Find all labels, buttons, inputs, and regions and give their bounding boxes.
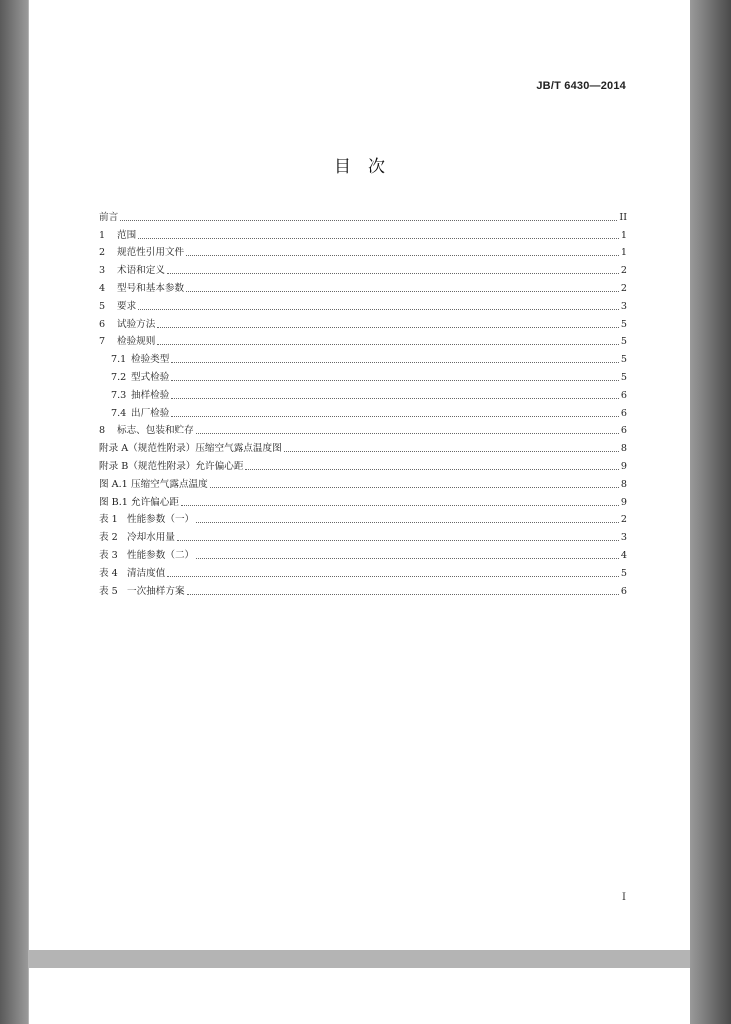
toc-page: 5: [620, 354, 627, 366]
toc-entry-4[interactable]: [99, 277, 627, 295]
toc-page: 3: [620, 300, 627, 312]
toc-label: 检验类型: [131, 354, 170, 366]
toc-number: 7.1: [111, 354, 127, 366]
toc-leader: [245, 468, 618, 470]
toc-number: 8: [99, 425, 106, 437]
toc-page: 5: [620, 336, 627, 348]
toc-page: 8: [620, 478, 627, 490]
toc-number: 4: [99, 282, 106, 294]
toc-entry-6[interactable]: [99, 313, 627, 331]
toc-leader: [186, 254, 619, 256]
toc-number: 3: [99, 265, 106, 277]
toc-label: 前言: [99, 211, 119, 223]
toc-label: 规范性引用文件: [117, 247, 185, 259]
toc-entry-7-2[interactable]: [99, 366, 627, 384]
toc-entry-figure-a1[interactable]: [99, 473, 627, 491]
toc-entry-7-1[interactable]: [99, 348, 627, 366]
toc-leader: [138, 308, 619, 310]
toc-page: 5: [620, 371, 627, 383]
toc-page: 1: [620, 247, 627, 259]
toc-number: 表 1: [99, 514, 118, 526]
toc-leader: [177, 539, 619, 541]
toc-label: 检验规则: [117, 336, 156, 348]
toc-page: 6: [620, 585, 627, 597]
toc-leader: [171, 361, 619, 363]
toc-entry-3[interactable]: [99, 259, 627, 277]
toc-leader: [167, 272, 619, 274]
next-page: [29, 968, 690, 1024]
toc-number: 5: [99, 300, 106, 312]
toc-page: 8: [620, 443, 627, 455]
toc-label: 术语和定义: [117, 265, 165, 277]
toc-page: 5: [620, 567, 627, 579]
toc-number: 6: [99, 318, 106, 330]
toc-label: 附录 B（规范性附录）允许偏心距: [99, 460, 244, 472]
toc-label: 附录 A（规范性附录）压缩空气露点温度图: [99, 443, 282, 455]
toc-number: 7.2: [111, 371, 127, 383]
toc-entry-2[interactable]: [99, 242, 627, 260]
toc-entry-7-3[interactable]: [99, 384, 627, 402]
toc-label: 型式检验: [131, 371, 170, 383]
toc-leader: [196, 432, 619, 434]
toc-label: 冷却水用量: [127, 532, 175, 544]
toc-label: 清洁度值: [127, 567, 166, 579]
toc-page: 5: [620, 318, 627, 330]
toc-entry-figure-b1[interactable]: [99, 491, 627, 509]
toc-label: 性能参数（一）: [127, 514, 195, 526]
toc-leader: [157, 326, 619, 328]
standard-number: JB/T 6430—2014: [536, 80, 626, 92]
toc-entry-table-4[interactable]: [99, 562, 627, 580]
toc-leader: [171, 397, 619, 399]
toc-page: 3: [620, 532, 627, 544]
toc-leader: [210, 486, 619, 488]
toc-entry-5[interactable]: [99, 295, 627, 313]
toc-number: 1: [99, 229, 106, 241]
toc-number: 7: [99, 336, 106, 348]
toc-entry-table-2[interactable]: [99, 526, 627, 544]
toc-number: 表 3: [99, 549, 118, 561]
toc-leader: [196, 521, 619, 523]
toc-number: 7.3: [111, 389, 127, 401]
toc-number: 2: [99, 247, 106, 259]
toc-leader: [157, 343, 619, 345]
toc-page: II: [619, 211, 627, 223]
toc-entry-8[interactable]: [99, 420, 627, 438]
page-number: I: [622, 892, 626, 903]
toc-number: 图 A.1: [99, 478, 128, 490]
toc-entry-table-3[interactable]: [99, 544, 627, 562]
page-title: 目 次: [334, 157, 385, 177]
toc-page: 4: [620, 549, 627, 561]
toc-label: 要求: [117, 300, 137, 312]
table-of-contents: [99, 206, 627, 598]
toc-label: 一次抽样方案: [127, 585, 185, 597]
toc-number: 表 2: [99, 532, 118, 544]
toc-page: 9: [620, 460, 627, 472]
toc-label: 出厂检验: [131, 407, 170, 419]
toc-page: 1: [620, 229, 627, 241]
toc-page: 2: [620, 265, 627, 277]
toc-leader: [167, 575, 619, 577]
toc-label: 试验方法: [117, 318, 156, 330]
document-page: [29, 0, 690, 950]
toc-label: 允许偏心距: [131, 496, 179, 508]
toc-page: 9: [620, 496, 627, 508]
toc-number: 表 5: [99, 585, 118, 597]
toc-label: 抽样检验: [131, 389, 170, 401]
toc-entry-appendix-a[interactable]: [99, 437, 627, 455]
toc-entry-7[interactable]: [99, 331, 627, 349]
toc-label: 压缩空气露点温度: [131, 478, 208, 490]
toc-leader: [171, 415, 619, 417]
toc-page: 6: [620, 389, 627, 401]
toc-entry-7-4[interactable]: [99, 402, 627, 420]
toc-leader: [171, 379, 619, 381]
toc-leader: [196, 557, 619, 559]
toc-label: 型号和基本参数: [117, 282, 185, 294]
toc-page: 2: [620, 514, 627, 526]
toc-leader: [120, 219, 617, 221]
toc-leader: [181, 504, 619, 506]
toc-entry-1[interactable]: [99, 224, 627, 242]
toc-entry-table-1[interactable]: [99, 509, 627, 527]
toc-number: 表 4: [99, 567, 118, 579]
toc-leader: [186, 290, 619, 292]
toc-leader: [187, 593, 619, 595]
toc-number: 图 B.1: [99, 496, 128, 508]
toc-page: 6: [620, 407, 627, 419]
toc-leader: [284, 450, 619, 452]
toc-page: 6: [620, 425, 627, 437]
toc-label: 标志、包装和贮存: [117, 425, 194, 437]
toc-label: 范围: [117, 229, 137, 241]
toc-number: 7.4: [111, 407, 127, 419]
toc-page: 2: [620, 282, 627, 294]
toc-leader: [138, 237, 619, 239]
toc-entry-appendix-b[interactable]: [99, 455, 627, 473]
toc-label: 性能参数（二）: [127, 549, 195, 561]
toc-entry-table-5[interactable]: [99, 580, 627, 598]
toc-entry-foreword[interactable]: [99, 206, 627, 224]
